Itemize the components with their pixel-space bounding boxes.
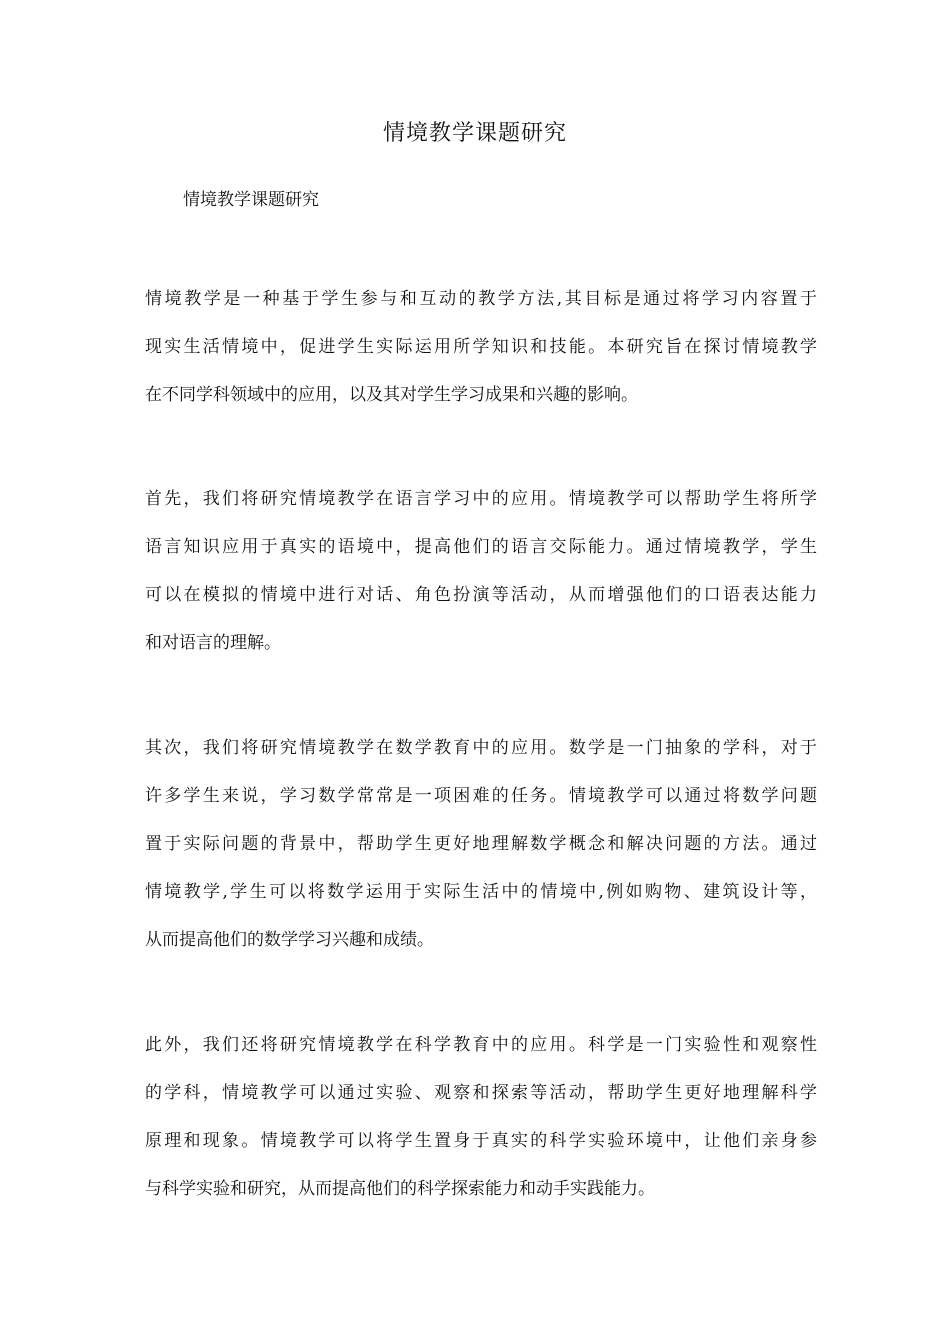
paragraph-line: 与科学实验和研究，从而提高他们的科学探索能力和动手实践能力。	[145, 1179, 655, 1199]
paragraph-line: 许多学生来说，学习数学常常是一项困难的任务。情境教学可以通过将数学问题	[145, 786, 817, 806]
paragraph-line: 原理和现象。情境教学可以将学生置身于真实的科学实验环境中，让他们亲身参	[145, 1131, 817, 1151]
paragraph-line: 此外，我们还将研究情境教学在科学教育中的应用。科学是一门实验性和观察性	[145, 1035, 817, 1055]
paragraph-line: 语言知识应用于真实的语境中，提高他们的语言交际能力。通过情境教学，学生	[145, 537, 817, 557]
paragraph-line: 情境教学,学生可以将数学运用于实际生活中的情境中,例如购物、建筑设计等，	[145, 882, 817, 902]
paragraph-line: 首先，我们将研究情境教学在语言学习中的应用。情境教学可以帮助学生将所学	[145, 489, 817, 509]
paragraph-line: 其次，我们将研究情境教学在数学教育中的应用。数学是一门抽象的学科，对于	[145, 738, 817, 758]
paragraph-line: 在不同学科领域中的应用，以及其对学生学习成果和兴趣的影响。	[145, 385, 638, 405]
document-title: 情境教学课题研究	[382, 121, 567, 146]
paragraph-line: 现实生活情境中，促进学生实际运用所学知识和技能。本研究旨在探讨情境教学	[145, 337, 817, 357]
paragraph-line: 可以在模拟的情境中进行对话、角色扮演等活动，从而增强他们的口语表达能力	[145, 585, 817, 605]
paragraph-math	[145, 734, 817, 974]
paragraph-line: 和对语言的理解。	[145, 633, 281, 653]
paragraph-line: 情境教学是一种基于学生参与和互动的教学方法,其目标是通过将学习内容置于	[145, 289, 817, 309]
paragraph-line: 从而提高他们的数学学习兴趣和成绩。	[145, 930, 434, 950]
paragraph-line: 置于实际问题的背景中，帮助学生更好地理解数学概念和解决问题的方法。通过	[145, 834, 817, 854]
paragraph-language	[145, 485, 817, 677]
paragraph-intro	[145, 285, 817, 429]
paragraph-science	[145, 1031, 817, 1223]
document-subtitle: 情境教学课题研究	[183, 190, 319, 210]
paragraph-line: 的学科，情境教学可以通过实验、观察和探索等活动，帮助学生更好地理解科学	[145, 1083, 817, 1103]
